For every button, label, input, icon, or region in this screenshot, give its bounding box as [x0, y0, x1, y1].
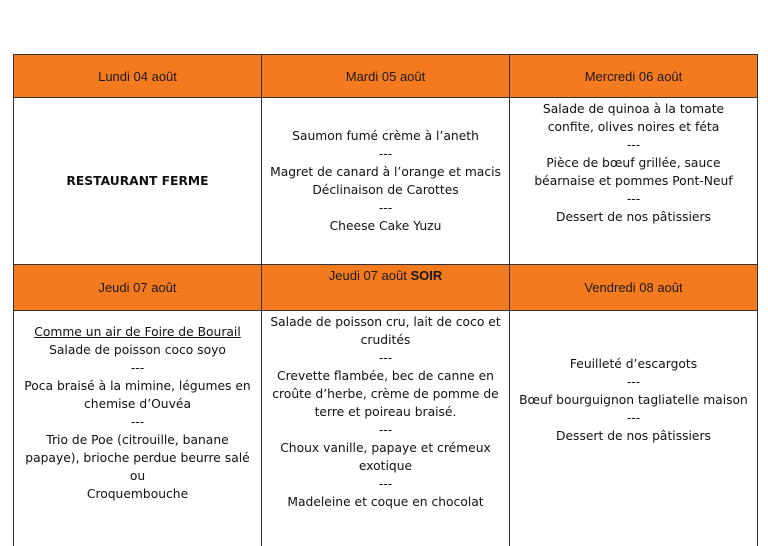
- dessert: Cheese Cake Yuzu: [329, 219, 442, 233]
- header-row-1: [14, 55, 758, 98]
- separator: ---: [378, 423, 393, 437]
- or-label: ou: [129, 469, 146, 483]
- starter: Salade de poisson coco soyo: [49, 343, 226, 357]
- menu-theme: Comme un air de Foire de Bourail: [34, 325, 241, 339]
- separator: ---: [378, 147, 393, 161]
- day-header-friday: [510, 265, 758, 311]
- day-header-thursday: [14, 265, 262, 311]
- separator: ---: [626, 411, 641, 425]
- dessert: Trio de Poe (citrouille, banane papaye), brioche perdue beurre salé: [25, 433, 250, 465]
- menu-cell-tuesday: [262, 98, 510, 265]
- day-header-tuesday: [262, 55, 510, 98]
- day-label: Mercredi 06 août: [584, 68, 683, 84]
- separator: ---: [378, 351, 393, 365]
- extra-item: Madeleine et coque en chocolat: [287, 495, 484, 509]
- main-course: Magret de canard à l’orange et macis: [270, 165, 501, 179]
- day-header-wednesday: [510, 55, 758, 98]
- main-course: Pièce de bœuf grillée, sauce béarnaise et pommes Pont-Neuf: [534, 156, 733, 188]
- dessert: Dessert de nos pâtissiers: [556, 210, 711, 224]
- separator: ---: [626, 138, 641, 152]
- dessert: Dessert de nos pâtissiers: [556, 429, 711, 443]
- menu-cell-wednesday: [510, 98, 758, 265]
- starter: Salade de quinoa à la tomate confite, olives noires et féta: [542, 102, 725, 134]
- day-header-thursday-evening: [262, 265, 510, 311]
- separator: ---: [130, 361, 145, 375]
- weekly-menu-table: [13, 54, 758, 546]
- separator: ---: [626, 192, 641, 206]
- closed-notice: RESTAURANT FERME: [66, 174, 209, 188]
- menu-cell-thursday-evening: [262, 311, 510, 546]
- day-header-monday: [14, 55, 262, 98]
- separator: ---: [378, 201, 393, 215]
- day-label: Jeudi 07 août: [98, 280, 177, 295]
- main-course: Bœuf bourguignon tagliatelle maison: [519, 393, 748, 407]
- separator: ---: [378, 477, 393, 491]
- separator: ---: [626, 375, 641, 389]
- separator: ---: [130, 415, 145, 429]
- day-label: Jeudi 07 août: [328, 268, 407, 283]
- menu-cell-friday: [510, 311, 758, 546]
- menu-row-2: [14, 311, 758, 546]
- evening-label: SOIR: [410, 268, 443, 283]
- starter: Salade de poisson cru, lait de coco et crudités: [270, 315, 501, 347]
- menu-cell-monday: [14, 98, 262, 265]
- header-row-2: [14, 265, 758, 311]
- starter: Feuilleté d’escargots: [569, 357, 698, 371]
- main-course: Crevette flambée, bec de canne en croûte d’herbe, crème de pomme de terre et poireau braisé.: [272, 369, 499, 419]
- starter: Saumon fumé crème à l’aneth: [292, 129, 479, 143]
- menu-row-1: [14, 98, 758, 265]
- main-course: Poca braisé à la mimine, légumes en chemise d’Ouvéa: [24, 379, 251, 411]
- dessert-alternative: Croquembouche: [86, 487, 189, 501]
- day-label: Mardi 05 août: [345, 68, 426, 84]
- day-label: Lundi 04 août: [98, 68, 177, 84]
- dessert: Choux vanille, papaye et crémeux exotique: [280, 441, 491, 473]
- menu-cell-thursday: [14, 311, 262, 546]
- side-dish: Déclinaison de Carottes: [312, 183, 459, 197]
- day-label: Vendredi 08 août: [584, 280, 683, 295]
